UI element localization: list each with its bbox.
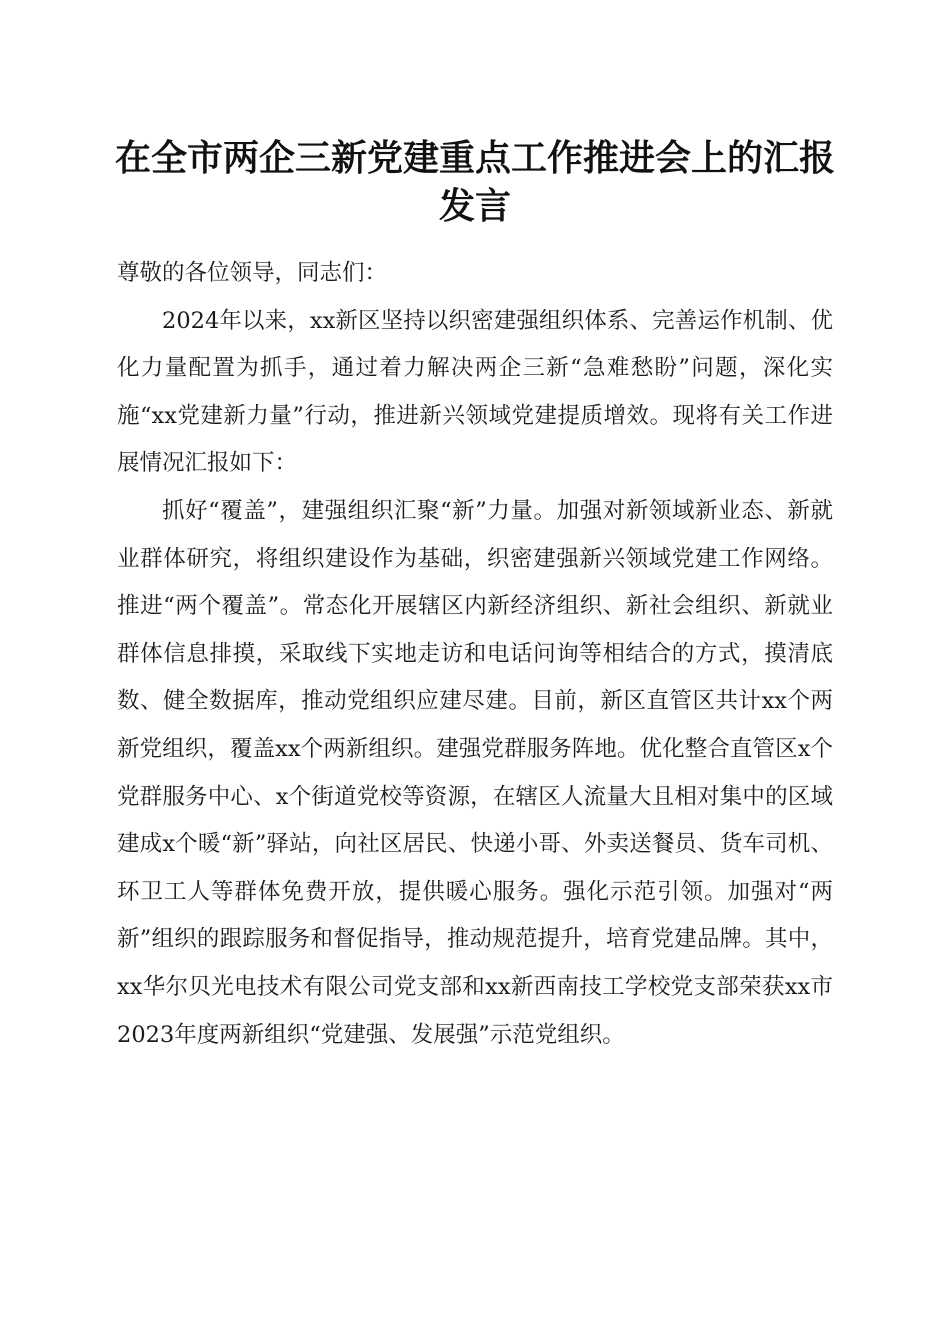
document-title bbox=[100, 134, 850, 230]
salutation: 尊敬的各位领导，同志们： bbox=[117, 260, 388, 286]
title-line-1: 在全市两企三新党建重点工作推进会上的汇报 bbox=[114, 137, 835, 179]
title-line-2: 发言 bbox=[438, 185, 511, 227]
paragraph-intro: 2024年以来，xx新区坚持以织密建强组织体系、完善运作机制、优化力量配置为抓手，通过着力解决两企三新“急难愁盼”问题，深化实施“xx党建新力量”行动，推进新兴领域党建提质增效。现将有关工作进展情况汇报如下： bbox=[117, 307, 833, 477]
document-body bbox=[117, 250, 833, 1059]
paragraph-coverage: 抓好“覆盖”，建强组织汇聚“新”力量。加强对新领域新业态、新就业群体研究，将组织建设作为基础，织密建强新兴领域党建工作网络。推进“两个覆盖”。常态化开展辖区内新经济组织、新社会组织、新就业群体信息排摸，采取线下实地走访和电话问询等相结合的方式，摸清底数、健全数据库，推动党组织应建尽建。目前，新区直管区共计xx个两新党组织，覆盖xx个两新组织。建强党群服务阵地。优化整合直管区x个党群服务中心、x个街道党校等资源，在辖区人流量大且相对集中的区域建成x个暖“新”驿站，向社区居民、快递小哥、外卖送餐员、货车司机、环卫工人等群体免费开放，提供暖心服务。强化示范引领。加强对“两新”组织的跟踪服务和督促指导，推动规范提升，培育党建品牌。其中，xx华尔贝光电技术有限公司党支部和xx新西南技工学校党支部荣获xx市2023年度两新组织“党建强、发展强”示范党组织。 bbox=[117, 497, 833, 1048]
